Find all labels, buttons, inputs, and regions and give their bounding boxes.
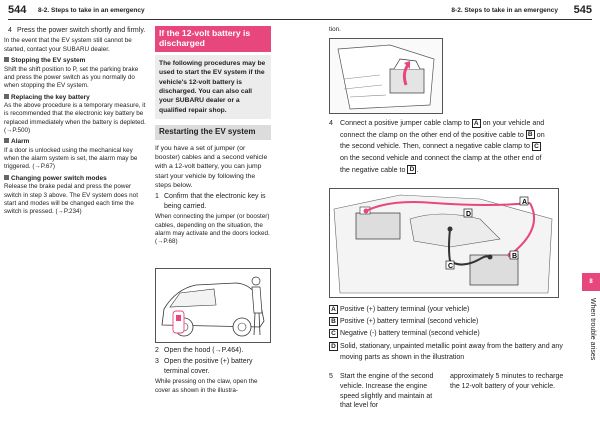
svg-text:A: A — [522, 199, 528, 206]
step-number: 5 — [329, 373, 333, 380]
step-1: 1 Confirm that the electronic key is being carried. — [155, 193, 266, 210]
battery-terminal-cover-icon — [330, 39, 442, 113]
page-number-right: 545 — [573, 4, 592, 16]
paragraph: Release the brake pedal and press the power switch in step 3 above. The EV system does not start and modes will be changed each time the switch is pressed. (→P.234) — [4, 183, 138, 216]
heading-stopping: Stopping the EV system — [4, 57, 146, 66]
chapter-tab: 8 — [582, 273, 600, 291]
svg-text:C: C — [448, 263, 454, 270]
step-3: 3 Open the positive (+) battery terminal cover. — [155, 358, 253, 375]
alarm-note: When connecting the jumper (or booster) cables, depending on the situation, the alarm may activate and the doors locked. (→P.68) — [155, 213, 270, 246]
page-number-left: 544 — [8, 4, 27, 16]
label-c: C — [532, 142, 541, 151]
right-header — [300, 4, 592, 20]
left-column-2 — [155, 26, 271, 248]
bullet-square-icon — [4, 138, 9, 143]
step-2: 2 Open the hood (→P.464). — [155, 347, 244, 354]
svg-text:B: B — [512, 253, 518, 260]
continuation: tion. — [329, 26, 341, 33]
note-box: The following procedures may be used to start the EV system if the vehicle's 12-volt battery is discharged. You can also call your SUBARU dealer or a qualified repair shop. — [155, 55, 271, 119]
paragraph: As the above procedure is a temporary measure, it is recommended that the electronic key battery be replaced immediately when the battery is depleted. (→P.500) — [4, 102, 146, 134]
left-column-2-bottom — [155, 346, 271, 397]
legend-item-d: D Solid, stationary, unpainted metallic point away from the battery and any moving parts as shown in the illustration — [329, 341, 573, 363]
battery-discharged-banner: If the 12-volt battery is discharged — [155, 26, 271, 52]
battery-cover-illustration — [329, 38, 443, 114]
right-page — [300, 0, 600, 439]
car-illustration — [155, 268, 271, 343]
legend — [329, 304, 573, 364]
jumper-cable-illustration — [329, 188, 559, 298]
label-b: B — [526, 130, 535, 139]
step-number: 4 — [329, 119, 333, 127]
label-a: A — [472, 119, 481, 128]
legend-item-b: B Positive (+) battery terminal (second vehicle) — [329, 316, 573, 327]
intro-paragraph: If you have a set of jumper (or booster) cables and a second vehicle with a 12-volt battery, you can jump start your vehicle by following the steps below. — [155, 144, 268, 190]
left-header — [8, 4, 300, 20]
section-title-right: 8-2. Steps to take in an emergency — [451, 7, 558, 14]
step-4-connect: 4 Connect a positive jumper cable clamp to A on your vehicle and connect the clamp on the other end of the positive cable to B on the second vehicle. Then, connect a negative cable clamp to C on the second vehicle and connect the clamp at the other end of the negative cable to D . — [329, 118, 569, 177]
bullet-square-icon — [4, 57, 9, 62]
section-title-left: 8-2. Steps to take in an emergency — [38, 7, 145, 14]
restarting-heading: Restarting the EV system — [155, 125, 271, 140]
paragraph: While pressing on the claw, open the cover as shown in the illustra- — [155, 378, 258, 394]
legend-item-c: C Negative (-) battery terminal (second vehicle) — [329, 328, 573, 339]
step-4: 4 Press the power switch shortly and firmly. — [8, 27, 146, 34]
engine-bay-jumper-icon — [330, 189, 558, 297]
paragraph: In the event that the EV system still cannot be started, contact your SUBARU dealer. — [4, 37, 132, 53]
legend-item-a: A Positive (+) battery terminal (your vehicle) — [329, 304, 573, 315]
heading-key-battery: Replacing the key battery — [4, 94, 146, 103]
step-5: 5 Start the engine of the second vehicle. Increase the engine speed slightly and maintain at that level for approximately 5 minutes to recharge the 12-volt battery of your vehicle. — [329, 373, 564, 410]
left-column-1 — [4, 26, 146, 219]
car-with-person-icon — [156, 269, 270, 342]
bullet-square-icon — [4, 94, 9, 99]
paragraph: If a door is unlocked using the mechanical key when the alarm system is set, the alarm may be triggered. (→P.67) — [4, 146, 138, 171]
bullet-square-icon — [4, 175, 9, 180]
heading-alarm: Alarm — [4, 138, 146, 147]
svg-text:D: D — [466, 211, 472, 218]
heading-power-modes: Changing power switch modes — [4, 175, 146, 184]
paragraph: Shift the shift position to P, set the parking brake and press the power switch as you normally do when stopping the EV system. — [4, 65, 139, 90]
label-d: D — [407, 165, 416, 174]
chapter-label: When trouble arises — [589, 298, 596, 361]
